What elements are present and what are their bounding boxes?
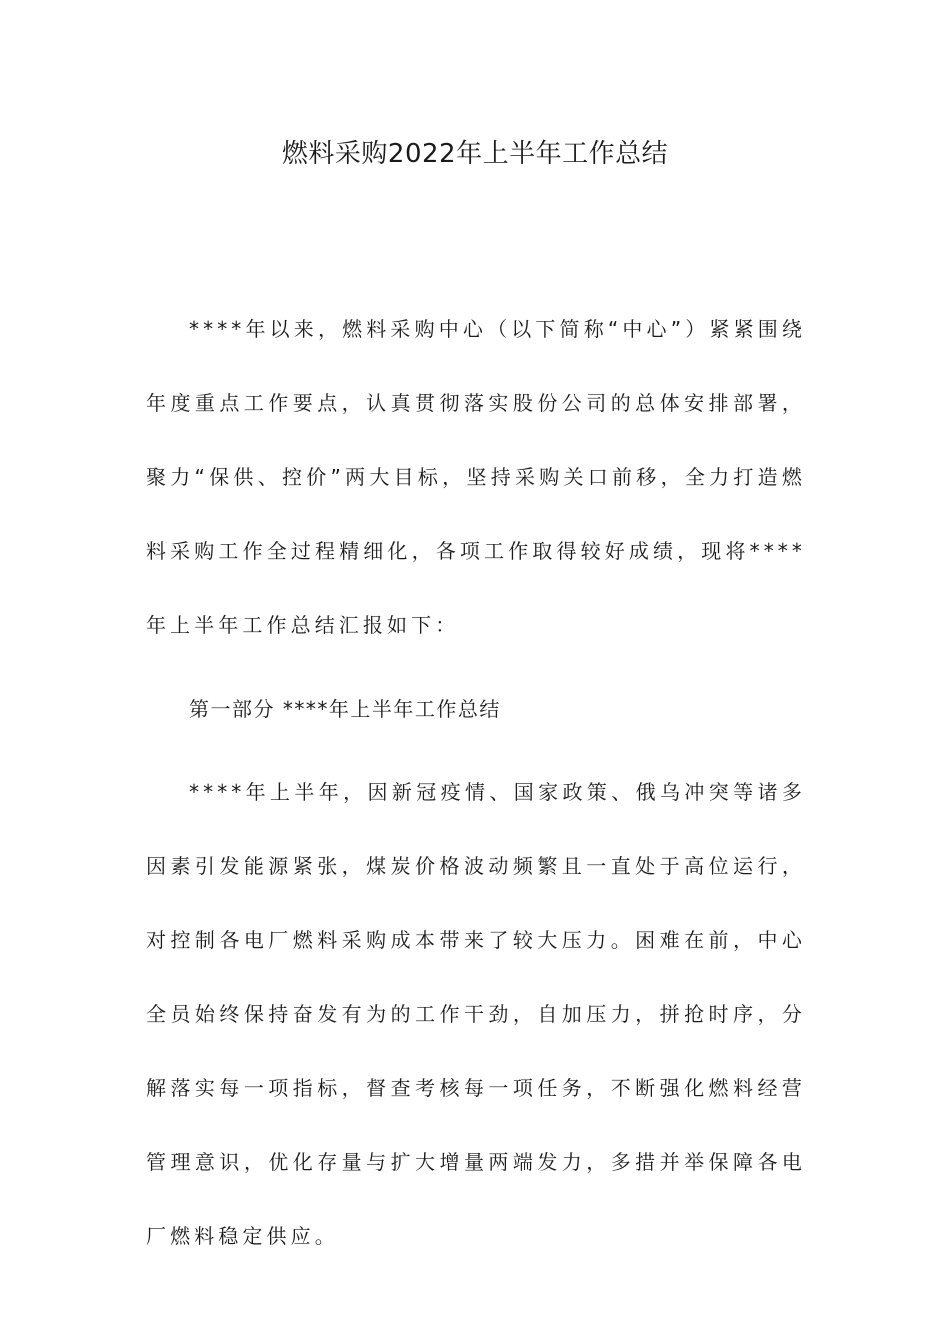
section-heading: 第一部分 ****年上半年工作总结 bbox=[189, 697, 501, 721]
summary-paragraph: ****年上半年，因新冠疫情、国家政策、俄乌冲突等诸多因素引发能源紧张，煤炭价格波动频繁且一直处于高位运行，对控制各电厂燃料采购成本带来了较大压力。困难在前，中心全员始终保持奋发有为的工作干劲，自加压力，拼抢时序，分解落实每一项指标，督查考核每一项任务，不断强化燃料经营管理意识，优化存量与扩大增量两端发力，多措并举保障各电厂燃料稳定供应。 bbox=[146, 780, 806, 1248]
intro-paragraph: ****年以来，燃料采购中心（以下简称“中心”）紧紧围绕年度重点工作要点，认真贯彻落实股份公司的总体安排部署，聚力“保供、控价”两大目标，坚持采购关口前移，全力打造燃料采购工作全过程精细化，各项工作取得较好成绩，现将****年上半年工作总结汇报如下： bbox=[146, 317, 806, 637]
document-title: 燃料采购2022年上半年工作总结 bbox=[281, 139, 669, 169]
